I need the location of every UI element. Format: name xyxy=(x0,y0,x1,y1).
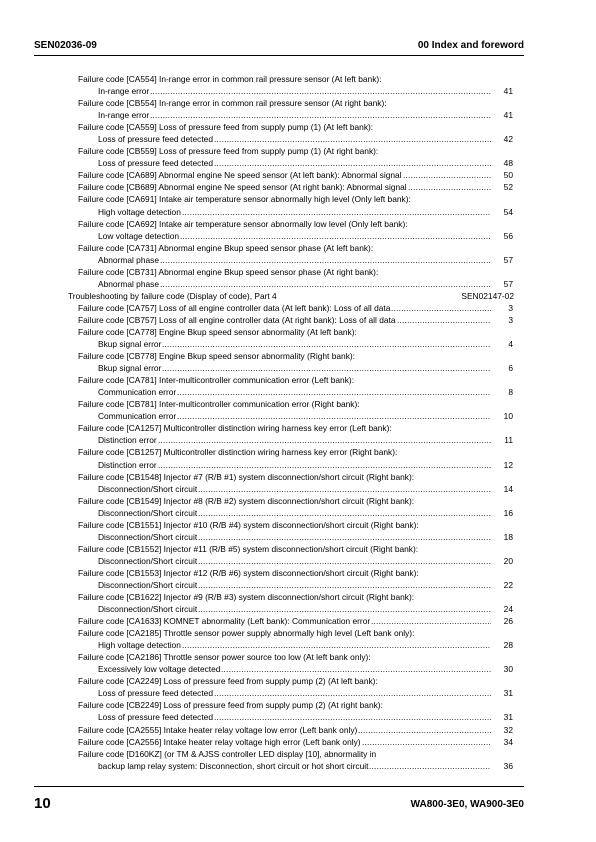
toc-entry-text: High voltage detection xyxy=(98,206,181,217)
toc-entry-text: Failure code [CB1552] Injector #11 (R/B #5) system disconnection/short circuit (Right bank): xyxy=(78,543,419,554)
toc-leader-dots xyxy=(160,254,491,266)
toc-entry-text: Failure code [CA778] Engine Bkup speed sensor abnormality (At left bank): xyxy=(78,326,357,337)
toc-line xyxy=(0,687,596,699)
toc-entry-text: Communication error xyxy=(98,411,177,422)
toc-leader-dots xyxy=(150,109,491,121)
toc-line xyxy=(0,531,596,543)
toc-entry-text: Failure code [CA781] Inter-multicontroller communication error (Left bank): xyxy=(78,375,355,386)
toc-entry-text: Failure code [CA689] Abnormal engine Ne speed sensor (At left bank): Abnormal signal xyxy=(78,170,402,181)
toc-page-number: 12 xyxy=(503,459,513,470)
toc-entry-text: Disconnection/Short circuit xyxy=(98,604,198,615)
toc-line xyxy=(0,422,596,434)
toc-entry-text: Failure code [CA554] In-range error in common rail pressure sensor (At left bank): xyxy=(78,74,382,84)
toc-line xyxy=(0,73,596,85)
toc-entry-text: Failure code [CB559] Loss of pressure feed from supply pump (1) (At right bank): xyxy=(78,146,379,157)
toc-line xyxy=(0,410,596,422)
toc-page-number: 6 xyxy=(508,363,513,374)
toc-line xyxy=(0,290,596,302)
toc-line xyxy=(0,663,596,675)
toc-page-number: 32 xyxy=(503,724,513,735)
toc-line xyxy=(0,97,596,109)
toc-page-number: 57 xyxy=(503,254,513,265)
toc-line xyxy=(0,675,596,687)
toc-line xyxy=(0,350,596,362)
toc-entry-text: Failure code [CB1551] Injector #10 (R/B #4) system disconnection/short circuit (Right bank): xyxy=(78,519,419,530)
toc-leader-dots xyxy=(198,531,491,543)
toc-page-number: 14 xyxy=(503,483,513,494)
toc-page-number: 28 xyxy=(503,640,513,651)
toc-line xyxy=(0,591,596,603)
toc-entry-text: Abnormal phase xyxy=(98,278,159,289)
toc-leader-dots xyxy=(198,555,491,567)
toc-entry-text: Bkup signal error xyxy=(98,363,162,374)
toc-entry-text: Failure code [CA1257] Multicontroller distinction wiring harness key error (Left bank): xyxy=(78,423,392,434)
toc-entry-text: Failure code [CB1549] Injector #8 (R/B #2) system disconnection/short circuit (Right bank): xyxy=(78,495,415,506)
toc-line xyxy=(0,206,596,218)
toc-line xyxy=(0,507,596,519)
toc-leader-dots xyxy=(362,736,491,748)
toc-leader-dots xyxy=(214,711,491,723)
toc-leader-dots xyxy=(214,133,491,145)
toc-entry-text: Failure code [CB554] In-range error in common rail pressure sensor (At right bank): xyxy=(78,98,387,109)
toc-page-number: 16 xyxy=(503,507,513,518)
toc-line xyxy=(0,109,596,121)
toc-line xyxy=(0,85,596,97)
toc-page-number: 18 xyxy=(503,531,513,542)
toc-line xyxy=(0,278,596,290)
toc-line xyxy=(0,374,596,386)
toc-line xyxy=(0,242,596,254)
toc-page-number: 3 xyxy=(508,314,513,325)
toc-line xyxy=(0,314,596,326)
toc-entry-text: Failure code [CA691] Intake air temperature sensor abnormally high level (Only left bank): xyxy=(78,194,411,205)
toc-entry-text: Distinction error xyxy=(98,435,157,446)
toc-entry-text: Failure code [CA559] Loss of pressure feed from supply pump (1) (At left bank): xyxy=(78,122,374,133)
toc-entry-text: Failure code [CA731] Abnormal engine Bkup speed sensor phase (At left bank): xyxy=(78,242,374,253)
toc-line xyxy=(0,266,596,278)
toc-leader-dots xyxy=(180,230,491,242)
toc-line xyxy=(0,543,596,555)
toc-page-number: 56 xyxy=(503,230,513,241)
toc-page-number: 8 xyxy=(508,387,513,398)
toc-leader-dots xyxy=(214,157,491,169)
toc-entry-text: Failure code [CA2556] Intake heater relay voltage high error (Left bank only) xyxy=(78,736,361,747)
toc-line xyxy=(0,567,596,579)
toc-leader-dots xyxy=(198,507,491,519)
toc-leader-dots xyxy=(160,278,491,290)
toc-line xyxy=(0,519,596,531)
toc-line xyxy=(0,483,596,495)
footer-rule xyxy=(34,786,524,787)
section-title: 00 Index and foreword xyxy=(417,40,524,51)
toc-line xyxy=(0,398,596,410)
toc-entry-text: Failure code [CA2185] Throttle sensor power supply abnormally high level (Left bank only): xyxy=(78,628,415,639)
toc-line xyxy=(0,736,596,748)
toc-entry-text: Failure code [CB1622] Injector #9 (R/B #3) system disconnection/short circuit (Right bank): xyxy=(78,592,415,603)
toc-line xyxy=(0,218,596,230)
toc-entry-text: Distinction error xyxy=(98,459,157,470)
toc-leader-dots xyxy=(162,338,491,350)
toc-page-number: 30 xyxy=(503,664,513,675)
toc-entry-text: Low voltage detection xyxy=(98,230,180,241)
toc-leader-dots xyxy=(198,579,491,591)
toc-leader-dots xyxy=(369,760,491,772)
toc-leader-dots xyxy=(177,410,491,422)
toc-line xyxy=(0,193,596,205)
toc-page-number: 22 xyxy=(503,579,513,590)
toc-line xyxy=(0,627,596,639)
toc-page-number: 31 xyxy=(503,712,513,723)
toc-leader-dots xyxy=(358,724,491,736)
toc-line xyxy=(0,724,596,736)
toc-page-number: 54 xyxy=(503,206,513,217)
toc-page-number: 3 xyxy=(508,302,513,313)
toc-page-number: 11 xyxy=(504,435,513,446)
toc-leader-dots xyxy=(158,434,491,446)
toc-entry-text: In-range error xyxy=(98,86,150,97)
toc-page-number: 57 xyxy=(503,278,513,289)
toc-line xyxy=(0,760,596,772)
toc-entry-text: Excessively low voltage detected xyxy=(98,664,221,675)
toc-line xyxy=(0,121,596,133)
toc-entry-text: Failure code [D160KZ] (or TM & AJSS controller LED display [10], abnormality in xyxy=(78,748,377,759)
toc-entry-text: Failure code [CB1548] Injector #7 (R/B #1) system disconnection/short circuit (Right bank): xyxy=(78,471,415,482)
toc-entry-text: Failure code [CA2186] Throttle sensor power source too low (At left bank only): xyxy=(78,652,371,663)
toc-line xyxy=(0,157,596,169)
toc-leader-dots xyxy=(371,615,491,627)
toc-entry-text: Failure code [CB781] Inter-multicontroller communication error (Right bank): xyxy=(78,399,360,410)
toc-entry-text: Communication error xyxy=(98,387,177,398)
toc-line xyxy=(0,603,596,615)
toc-line xyxy=(0,748,596,760)
toc-page-number: 52 xyxy=(503,182,513,193)
toc-page-number: 41 xyxy=(503,110,513,121)
doc-code: SEN02036-09 xyxy=(34,40,97,51)
toc-line xyxy=(0,230,596,242)
toc-line xyxy=(0,711,596,723)
toc-page-number: 24 xyxy=(503,604,513,615)
toc-line xyxy=(0,181,596,193)
toc-line xyxy=(0,639,596,651)
toc-entry-text: backup lamp relay system: Disconnection, short circuit or hot short circuit xyxy=(98,760,369,771)
toc-line xyxy=(0,446,596,458)
toc-entry-text: Failure code [CA692] Intake air temperature sensor abnormally low level (Only left bank): xyxy=(78,218,408,229)
toc-line xyxy=(0,459,596,471)
toc-line xyxy=(0,699,596,711)
toc-leader-dots xyxy=(391,302,491,314)
toc-entry-text: Loss of pressure feed detected xyxy=(98,688,213,699)
model-name: WA800-3E0, WA900-3E0 xyxy=(410,799,524,810)
toc-entry-text: Loss of pressure feed detected xyxy=(98,134,213,145)
toc-entry-text: Disconnection/Short circuit xyxy=(98,579,198,590)
toc-line xyxy=(0,145,596,157)
toc-page-number: 26 xyxy=(503,616,513,627)
toc-leader-dots xyxy=(182,639,491,651)
table-of-contents xyxy=(0,73,596,772)
toc-entry-text: Bkup signal error xyxy=(98,339,162,350)
toc-line xyxy=(0,434,596,446)
toc-entry-text: Failure code [CB778] Engine Bkup speed sensor abnormality (Right bank): xyxy=(78,351,355,362)
toc-entry-text: Loss of pressure feed detected xyxy=(98,712,213,723)
toc-entry-text: Failure code [CA1633] KOMNET abnormality (Left bank): Communication error xyxy=(78,616,371,627)
header-rule xyxy=(34,55,524,56)
toc-line xyxy=(0,651,596,663)
toc-line xyxy=(0,471,596,483)
toc-line xyxy=(0,302,596,314)
toc-line xyxy=(0,579,596,591)
toc-entry-text: Failure code [CB2249] Loss of pressure feed from supply pump (2) (At right bank): xyxy=(78,700,383,711)
page-number: 10 xyxy=(34,795,51,812)
toc-entry-text: High voltage detection xyxy=(98,640,181,651)
toc-line xyxy=(0,495,596,507)
toc-page-number: 31 xyxy=(503,688,513,699)
toc-entry-text: Failure code [CB1553] Injector #12 (R/B #6) system disconnection/short circuit (Right bank): xyxy=(78,567,419,578)
toc-leader-dots xyxy=(408,181,491,193)
toc-entry-text: Failure code [CB757] Loss of all engine controller data (At right bank): Loss of all data xyxy=(78,314,396,325)
toc-document-code: SEN02147-02 xyxy=(461,290,514,301)
toc-leader-dots xyxy=(397,314,491,326)
toc-page-number: 34 xyxy=(503,736,513,747)
toc-entry-text: Failure code [CA757] Loss of all engine controller data (At left bank): Loss of all data xyxy=(78,302,391,313)
toc-leader-dots xyxy=(182,206,491,218)
toc-line xyxy=(0,169,596,181)
toc-entry-text: Disconnection/Short circuit xyxy=(98,555,198,566)
toc-page-number: 48 xyxy=(503,158,513,169)
toc-page-number: 42 xyxy=(503,134,513,145)
toc-entry-text: In-range error xyxy=(98,110,150,121)
toc-entry-text: Failure code [CB731] Abnormal engine Bkup speed sensor phase (At right bank): xyxy=(78,266,379,277)
toc-leader-dots xyxy=(221,663,491,675)
toc-entry-text: Disconnection/Short circuit xyxy=(98,531,198,542)
toc-leader-dots xyxy=(198,603,491,615)
toc-entry-text: Failure code [CB1257] Multicontroller distinction wiring harness key error (Right bank): xyxy=(78,447,398,458)
toc-line xyxy=(0,254,596,266)
toc-section-title: Troubleshooting by failure code (Display of code), Part 4 xyxy=(68,290,277,301)
toc-line xyxy=(0,615,596,627)
toc-page-number: 41 xyxy=(503,86,513,97)
toc-line xyxy=(0,555,596,567)
toc-leader-dots xyxy=(403,169,491,181)
toc-line xyxy=(0,386,596,398)
toc-leader-dots xyxy=(162,362,491,374)
toc-page-number: 20 xyxy=(503,555,513,566)
toc-leader-dots xyxy=(214,687,491,699)
toc-leader-dots xyxy=(158,459,491,471)
toc-entry-text: Disconnection/Short circuit xyxy=(98,483,198,494)
toc-line xyxy=(0,338,596,350)
toc-entry-text: Failure code [CA2555] Intake heater relay voltage low error (Left bank only) xyxy=(78,724,358,735)
toc-entry-text: Abnormal phase xyxy=(98,254,159,265)
toc-page-number: 4 xyxy=(508,339,513,350)
toc-leader-dots xyxy=(150,85,491,97)
toc-entry-text: Loss of pressure feed detected xyxy=(98,158,213,169)
toc-line xyxy=(0,362,596,374)
toc-line xyxy=(0,133,596,145)
toc-entry-text: Failure code [CB689] Abnormal engine Ne speed sensor (At right bank): Abnormal signal xyxy=(78,182,407,193)
toc-line xyxy=(0,326,596,338)
toc-page-number: 10 xyxy=(503,411,513,422)
toc-leader-dots xyxy=(198,483,491,495)
toc-page-number: 50 xyxy=(503,170,513,181)
toc-leader-dots xyxy=(177,386,491,398)
toc-entry-text: Disconnection/Short circuit xyxy=(98,507,198,518)
toc-page-number: 36 xyxy=(503,760,513,771)
toc-entry-text: Failure code [CA2249] Loss of pressure feed from supply pump (2) (At left bank): xyxy=(78,676,378,687)
